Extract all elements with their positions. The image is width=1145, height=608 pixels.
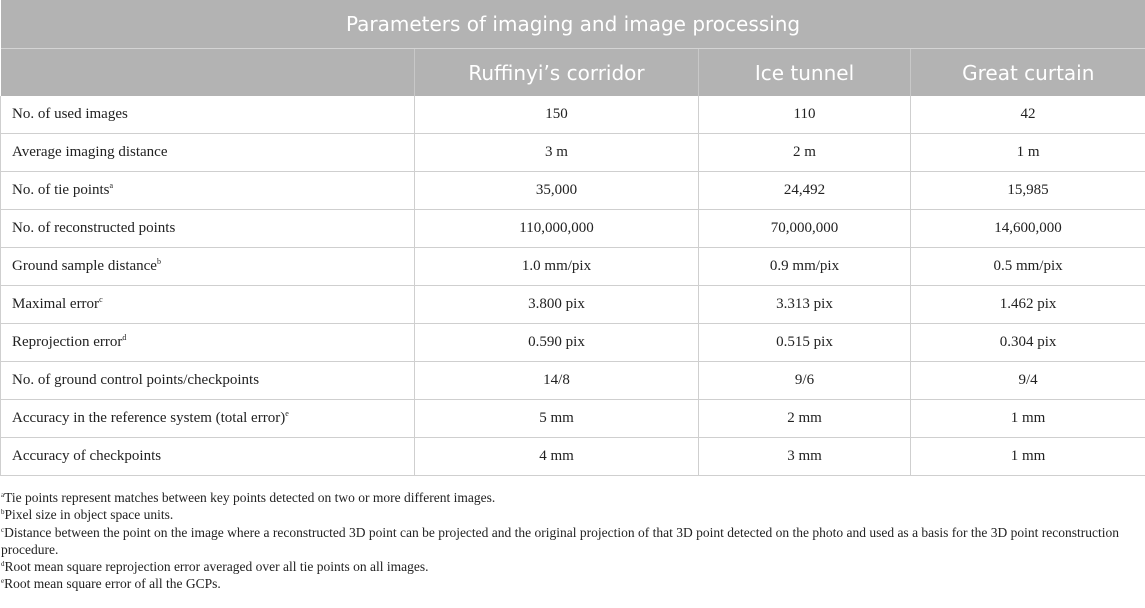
table-row [1, 362, 1145, 400]
table-cell: 1.462 pix [911, 286, 1145, 324]
table-cell: 2 mm [699, 400, 911, 438]
table-cell: 150 [415, 96, 699, 134]
footnote [0, 575, 1145, 592]
table-cell: 1 mm [911, 400, 1145, 438]
footnotes [0, 489, 1145, 593]
table-cell: 14/8 [415, 362, 699, 400]
table-row [1, 210, 1145, 248]
row-label [1, 210, 415, 248]
table-cell: 4 mm [415, 438, 699, 476]
row-label [1, 134, 415, 172]
column-header-empty [1, 49, 415, 97]
table-row [1, 134, 1145, 172]
footnote-marker: e [285, 409, 289, 418]
row-label [1, 362, 415, 400]
table-row [1, 286, 1145, 324]
footnote-text: Root mean square error of all the GCPs. [4, 576, 221, 592]
table-cell: 1.0 mm/pix [415, 248, 699, 286]
row-label [1, 286, 415, 324]
footnote [0, 558, 1145, 575]
table-title: Parameters of imaging and image processing [1, 0, 1145, 49]
table-cell: 14,600,000 [911, 210, 1145, 248]
table-cell: 3 m [415, 134, 699, 172]
table-cell: 3.800 pix [415, 286, 699, 324]
row-label-text: No. of ground control points/checkpoints [12, 372, 260, 388]
row-label-text: Reprojection error [12, 334, 123, 350]
row-label-text: Ground sample distance [12, 258, 157, 274]
footnote-text: Pixel size in object space units. [4, 507, 174, 523]
row-label-text: No. of reconstructed points [12, 220, 176, 236]
row-label [1, 172, 415, 210]
row-label-text: Accuracy in the reference system (total error) [12, 410, 286, 426]
footnote-mark: d [1, 560, 5, 569]
footnote-marker: b [156, 257, 161, 266]
table-cell: 0.5 mm/pix [911, 248, 1145, 286]
table-cell: 35,000 [415, 172, 699, 210]
footnote-mark: a [1, 491, 5, 499]
footnote-text: Root mean square reprojection error averaged over all tie points on all images. [4, 559, 429, 575]
footnote-marker: a [109, 181, 114, 190]
table-cell: 9/6 [699, 362, 911, 400]
row-label [1, 96, 415, 134]
table-cell: 110 [699, 96, 911, 134]
footnote-mark: e [1, 577, 5, 586]
table-row [1, 248, 1145, 286]
table-cell: 0.304 pix [911, 324, 1145, 362]
footnote [0, 524, 1145, 559]
table-row [1, 324, 1145, 362]
row-label [1, 248, 415, 286]
row-label [1, 438, 415, 476]
table-cell: 1 mm [911, 438, 1145, 476]
table-title-row [1, 0, 1145, 49]
row-label [1, 324, 415, 362]
row-label-text: Maximal error [12, 296, 100, 312]
row-label [1, 400, 415, 438]
row-label-text: Average imaging distance [12, 144, 168, 160]
footnote [0, 489, 1145, 506]
row-label-text: No. of tie points [12, 182, 110, 198]
footnote [0, 506, 1145, 523]
footnote-text: Distance between the point on the image where a reconstructed 3D point can be projected and the original projection of that 3D point detected on the photo and used as a basis for the 3D point reconstruction procedure. [1, 524, 1120, 557]
table-cell: 15,985 [911, 172, 1145, 210]
table-row [1, 400, 1145, 438]
table-row [1, 438, 1145, 476]
table-cell: 2 m [699, 134, 911, 172]
table-row [1, 96, 1145, 134]
table-cell: 0.9 mm/pix [699, 248, 911, 286]
table-cell: 42 [911, 96, 1145, 134]
table-cell: 3.313 pix [699, 286, 911, 324]
column-header-ice-tunnel: Ice tunnel [699, 49, 911, 97]
table-cell: 110,000,000 [415, 210, 699, 248]
column-header-great-curtain: Great curtain [911, 49, 1145, 97]
row-label-text: Accuracy of checkpoints [12, 448, 162, 464]
table-cell: 1 m [911, 134, 1145, 172]
table-cell: 0.515 pix [699, 324, 911, 362]
table-cell: 9/4 [911, 362, 1145, 400]
table-row [1, 172, 1145, 210]
table-cell: 24,492 [699, 172, 911, 210]
row-label-text: No. of used images [12, 106, 128, 122]
table-cell: 5 mm [415, 400, 699, 438]
column-header-ruffinyis-corridor: Ruffinyi’s corridor [415, 49, 699, 97]
footnote-mark: b [1, 508, 5, 517]
table-cell: 0.590 pix [415, 324, 699, 362]
table-cell: 3 mm [699, 438, 911, 476]
footnote-text: Tie points represent matches between key points detected on two or more different images. [4, 490, 496, 505]
footnote-marker: c [99, 295, 103, 304]
column-header-row [1, 49, 1145, 97]
table-body [1, 96, 1145, 476]
footnote-mark: c [1, 525, 5, 534]
footnote-marker: d [122, 333, 127, 342]
table-cell: 70,000,000 [699, 210, 911, 248]
